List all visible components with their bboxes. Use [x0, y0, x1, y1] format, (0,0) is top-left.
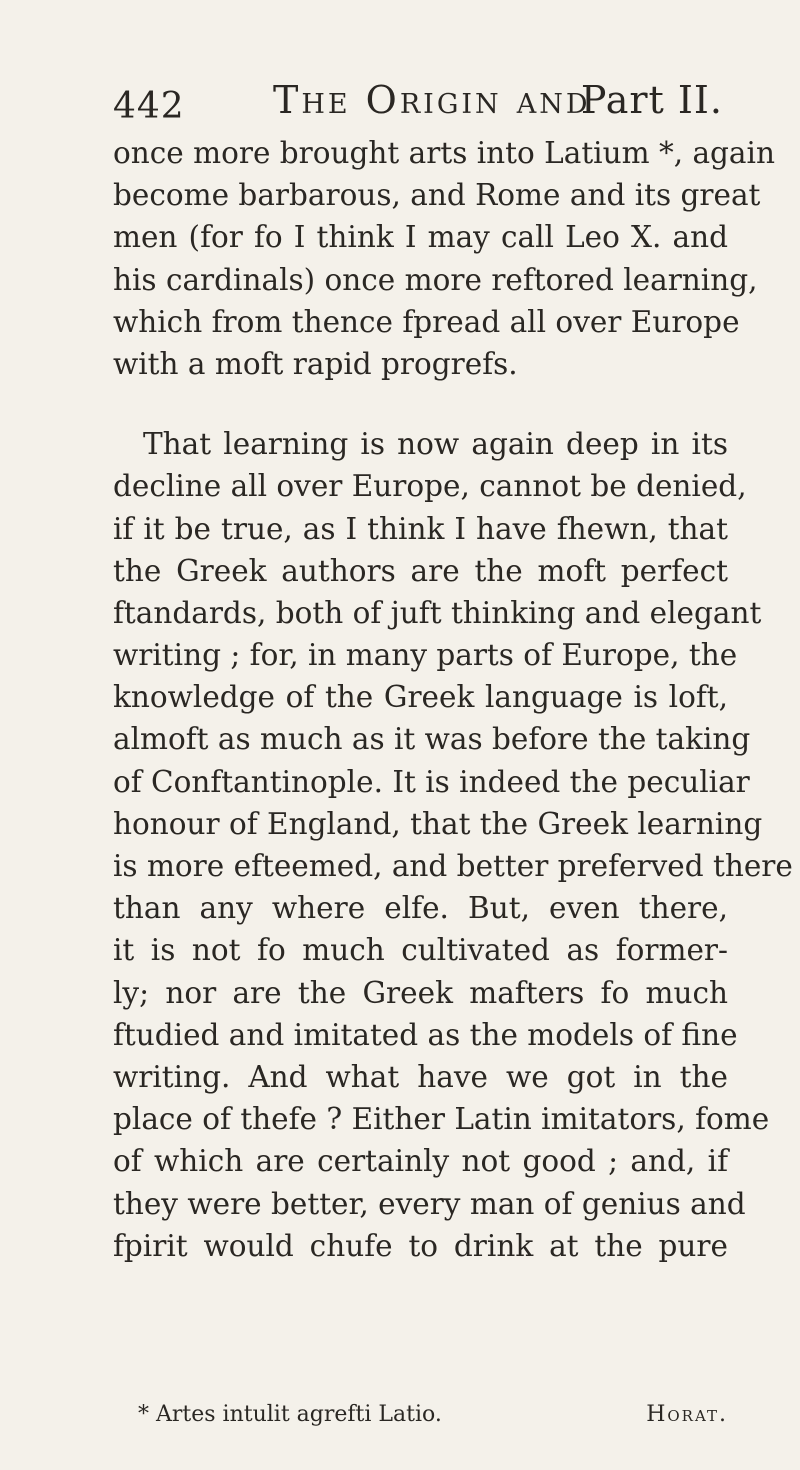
text-line: place of thefe ? Either Latin imitators, fome [113, 1102, 770, 1137]
page-number: 442 [113, 86, 185, 127]
footnote-author: Horat. [646, 1402, 728, 1427]
text-line: of Conftantinople. It is indeed the peculiar [113, 764, 750, 799]
text-line: honour of England, that the Greek learning [113, 806, 763, 841]
part-label: Part II. [580, 78, 723, 122]
text-line: of which are certainly not good ; and, if [113, 1144, 728, 1179]
text-line: ftandards, both of juft thinking and elegant [113, 595, 762, 630]
footnote [138, 1402, 728, 1427]
text-line: almoft as much as it was before the taking [113, 722, 751, 757]
paragraph-1 [113, 132, 775, 385]
paragraph-2 [113, 423, 793, 1267]
text-line: is more efteemed, and better preferved there [113, 849, 793, 883]
text-line: writing ; for, in many parts of Europe, the [113, 638, 738, 673]
page-header [113, 78, 723, 128]
text-line: become barbarous, and Rome and its great [113, 178, 761, 213]
text-line: fpirit would chufe to drink at the pure [113, 1228, 728, 1263]
text-line: decline all over Europe, cannot be denied, [113, 469, 747, 504]
body-text [113, 132, 793, 1267]
text-line: it is not fo much cultivated as former- [113, 933, 728, 968]
text-line: if it be true, as I think I have fhewn, that [113, 511, 728, 546]
running-title: The Origin and [273, 78, 591, 122]
text-line: ly; nor are the Greek mafters fo much [113, 975, 728, 1010]
text-line: with a moft rapid progrefs. [113, 346, 518, 381]
text-line: writing. And what have we got in the [113, 1059, 728, 1094]
text-line: they were better, every man of genius and [113, 1186, 746, 1221]
text-line: once more brought arts into Latium *, again [113, 136, 775, 170]
text-line: the Greek authors are the moft perfect [113, 553, 728, 588]
text-line: That learning is now again deep in its [143, 427, 728, 462]
text-line: ftudied and imitated as the models of fine [113, 1017, 738, 1052]
text-line: knowledge of the Greek language is loft, [113, 680, 728, 715]
text-line: his cardinals) once more reftored learning, [113, 262, 758, 297]
text-line: than any where elfe. But, even there, [113, 891, 728, 926]
footnote-text: * Artes intulit agrefti Latio. [138, 1402, 442, 1427]
text-line: men (for fo I think I may call Leo X. and [113, 220, 728, 255]
text-line: which from thence fpread all over Europe [113, 304, 740, 339]
